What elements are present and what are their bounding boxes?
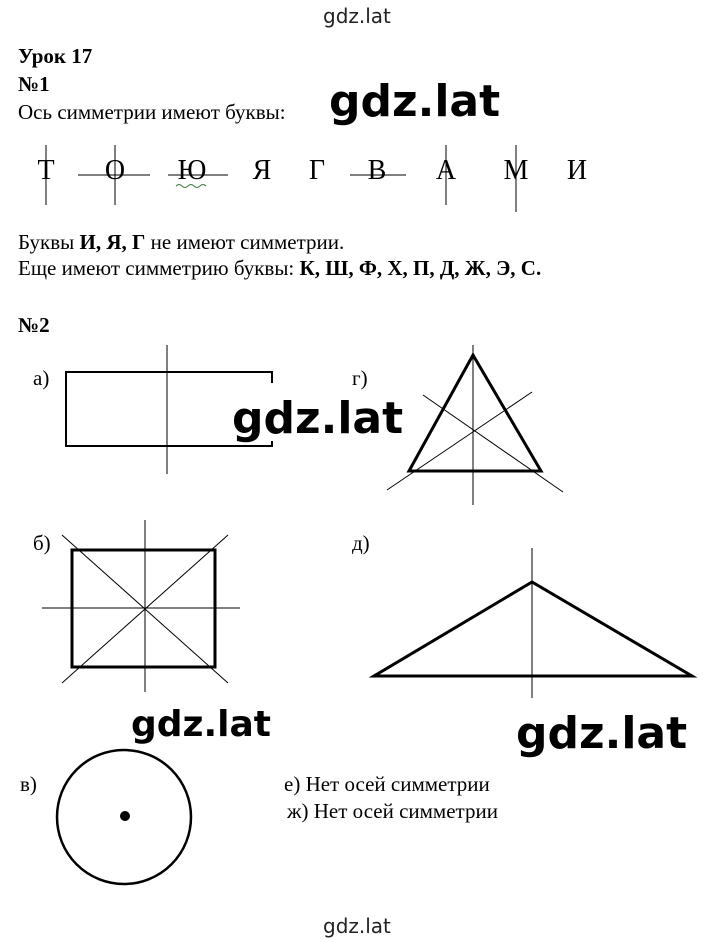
letter-t: Т	[37, 155, 55, 186]
no-symmetry-line: Буквы И, Я, Г не имеют симметрии.	[18, 230, 345, 254]
more-symmetry-letters: К, Ш, Ф, Х, П, Д, Ж, Э, С.	[299, 256, 542, 280]
letter-v: В	[367, 155, 387, 186]
figure-b-square	[42, 520, 240, 692]
figure-d-triangle	[374, 548, 692, 698]
letter-i: И	[566, 155, 588, 186]
letter-axes	[46, 145, 516, 212]
letter-yu: Ю	[177, 155, 207, 186]
label-a: а)	[33, 366, 50, 390]
label-d: д)	[352, 531, 370, 555]
label-v: в)	[20, 772, 37, 796]
letter-a: А	[435, 155, 457, 186]
task2-number: №2	[18, 313, 50, 337]
figure-g-triangle	[387, 345, 563, 505]
lesson-title: Урок 17	[18, 44, 93, 68]
watermark: gdz.lat	[232, 393, 404, 444]
more-symmetry-line: Еще имеют симметрию буквы: К, Ш, Ф, Х, П, Д, Ж, Э, С.	[18, 256, 542, 280]
site-footer: gdz.lat	[323, 914, 391, 938]
note-e: е) Нет осей симметрии	[284, 772, 490, 796]
spell-underline	[176, 185, 206, 188]
note-zh: ж) Нет осей симметрии	[287, 799, 498, 823]
label-g: г)	[352, 366, 368, 390]
letter-g: Г	[308, 155, 326, 186]
watermark: gdz.lat	[516, 708, 688, 759]
letter-o: О	[104, 155, 126, 186]
task1-number: №1	[18, 72, 50, 96]
figure-v-circle	[57, 750, 191, 884]
task1-intro: Ось симметрии имеют буквы:	[18, 100, 286, 124]
watermark: gdz.lat	[131, 704, 272, 745]
letter-m: М	[503, 155, 529, 186]
letter-ya: Я	[252, 155, 272, 186]
no-symmetry-letters: И, Я, Г	[79, 230, 146, 254]
site-header: gdz.lat	[323, 4, 391, 28]
label-b: б)	[33, 531, 51, 555]
watermark: gdz.lat	[329, 76, 501, 127]
